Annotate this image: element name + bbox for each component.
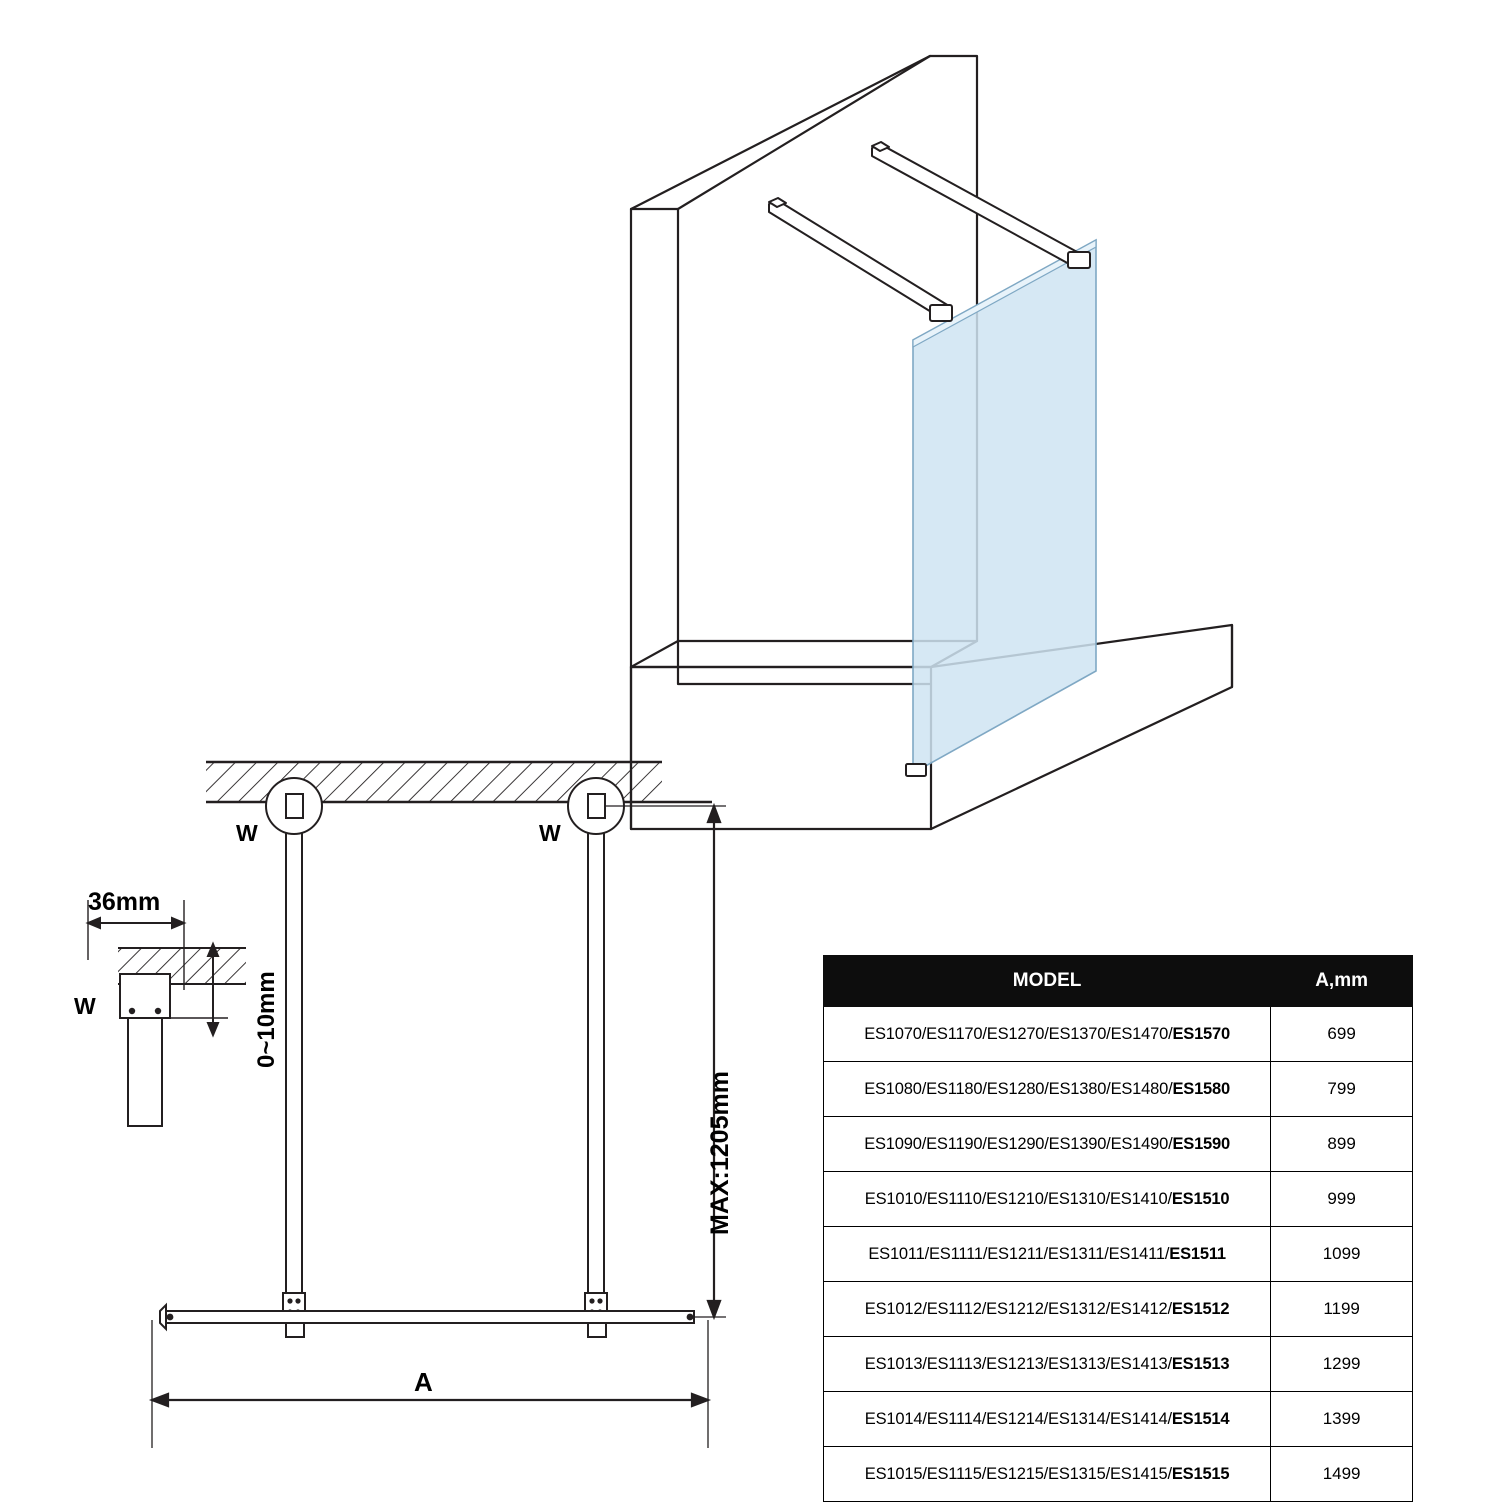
cell-a-value: 899 [1271,1117,1413,1172]
max-height-label: MAX:1205mm [706,1071,734,1235]
table-row [824,1117,1413,1172]
model-spec-table [823,955,1413,1502]
model-highlight: ES1510 [1171,1189,1230,1208]
cell-a-value: 799 [1271,1062,1413,1117]
wall-mark-left: W [74,993,96,1019]
table-header-row [824,956,1413,1007]
cell-a-value: 1099 [1271,1227,1413,1282]
model-prefix: ES1090/ES1190/ES1290/ES1390/ES1490/ [864,1134,1173,1153]
model-highlight: ES1590 [1172,1134,1230,1153]
table-row [824,1172,1413,1227]
model-highlight: ES1580 [1172,1079,1230,1098]
cell-a-value: 699 [1271,1007,1413,1062]
cell-model [824,1172,1271,1227]
cell-model [824,1282,1271,1337]
table-row [824,1007,1413,1062]
model-prefix: ES1012/ES1112/ES1212/ES1312/ES1412/ [864,1299,1172,1318]
model-highlight: ES1514 [1171,1409,1230,1428]
cell-model [824,1117,1271,1172]
model-highlight: ES1513 [1171,1354,1230,1373]
cell-model [824,1337,1271,1392]
model-prefix: ES1013/ES1113/ES1213/ES1313/ES1413/ [864,1354,1172,1373]
width-dimension-label: A [414,1367,433,1397]
model-prefix: ES1070/ES1170/ES1270/ES1370/ES1470/ [864,1024,1173,1043]
cell-a-value: 999 [1271,1172,1413,1227]
cell-a-value: 1499 [1271,1447,1413,1502]
cell-a-value: 1399 [1271,1392,1413,1447]
model-prefix: ES1015/ES1115/ES1215/ES1315/ES1415/ [864,1464,1172,1483]
cell-model [824,1392,1271,1447]
model-prefix: ES1010/ES1110/ES1210/ES1310/ES1410/ [864,1189,1172,1208]
cell-model [824,1062,1271,1117]
model-highlight: ES1512 [1171,1299,1230,1318]
header-a: A,mm [1271,956,1413,1007]
model-highlight: ES1570 [1172,1024,1230,1043]
table-row [824,1447,1413,1502]
cell-a-value: 1299 [1271,1337,1413,1392]
cell-model [824,1447,1271,1502]
cell-model [824,1227,1271,1282]
wall-mark-plan-left: W [236,820,258,846]
cell-model [824,1007,1271,1062]
table-row [824,1337,1413,1392]
table-row [824,1227,1413,1282]
table-row [824,1062,1413,1117]
model-highlight: ES1511 [1169,1244,1226,1263]
gap-dimension-label: 0~10mm [253,971,280,1068]
model-prefix: ES1014/ES1114/ES1214/ES1314/ES1414/ [864,1409,1172,1428]
table-row [824,1282,1413,1337]
model-prefix: ES1080/ES1180/ES1280/ES1380/ES1480/ [864,1079,1173,1098]
header-model: MODEL [824,956,1271,1007]
table-row [824,1392,1413,1447]
wall-mark-plan-right: W [539,820,561,846]
cell-a-value: 1199 [1271,1282,1413,1337]
model-highlight: ES1515 [1171,1464,1230,1483]
thickness-label: 36mm [88,888,161,916]
table-body [824,1007,1413,1502]
model-prefix: ES1011/ES1111/ES1211/ES1311/ES1411/ [868,1244,1170,1263]
